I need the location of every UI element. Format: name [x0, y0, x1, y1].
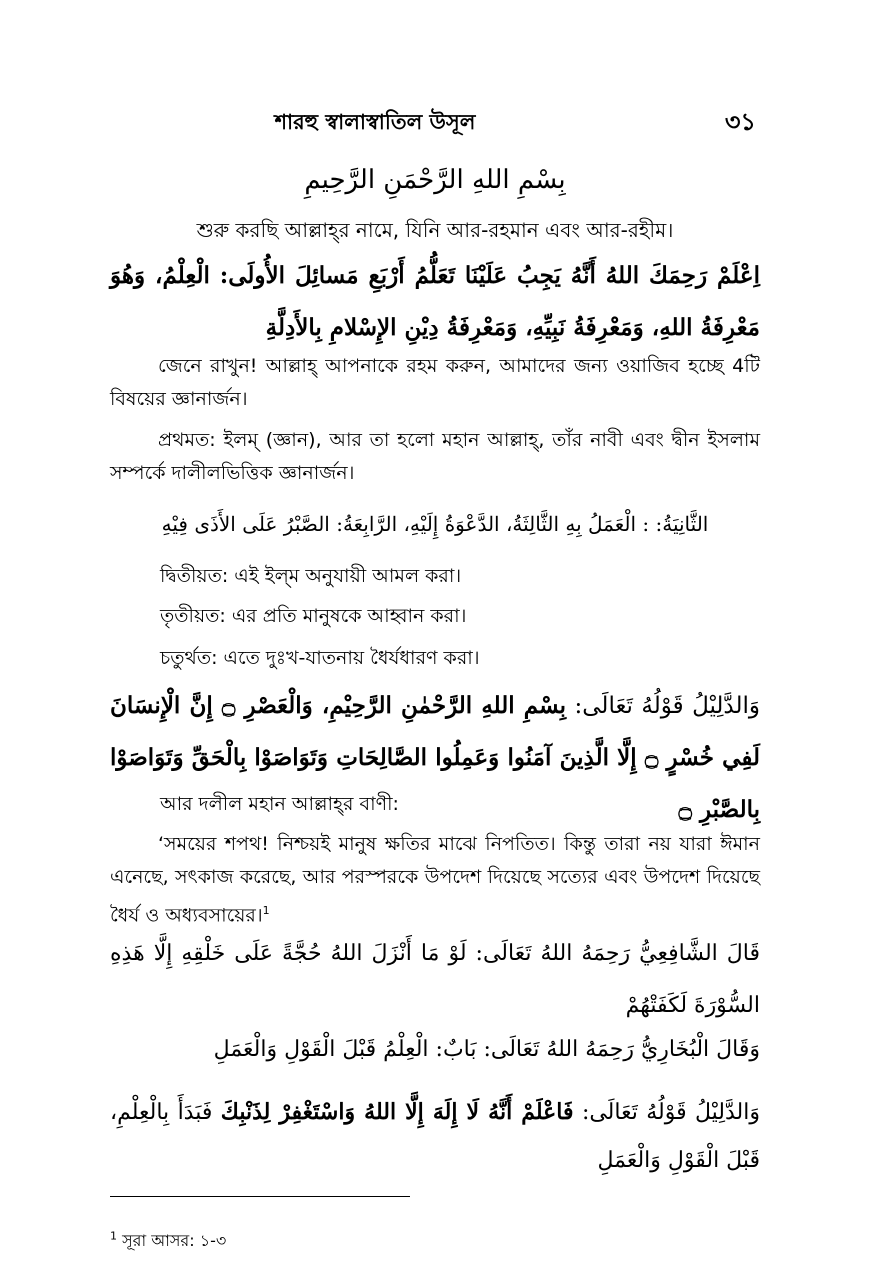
- paragraph-3: আর দলীল মহান আল্লাহ্‌র বাণী:: [160, 793, 399, 815]
- quote-text: ‘সময়ের শপথ! নিশ্চয়ই মানুষ ক্ষতির মাঝে নিপতিত। কিন্তু তারা নয় যারা ঈমান এনেছে, সৎকাজ করেছে, আর পরস্পরকে উপদেশ দিয়েছে সত্যের এবং উপদেশ দিয়েছে ধৈর্য ও অধ্যবসায়ের।: [110, 833, 760, 927]
- footnote-text: সূরা আসর: ১-৩: [122, 1231, 227, 1250]
- footnote: [110, 1228, 226, 1255]
- basmala-arabic: بِسْمِ اللهِ الرَّحْمَنِ الرَّحِيمِ: [304, 165, 566, 195]
- arabic-passage-2: الثَّانِيَةُ: : الْعَمَلُ بِهِ الثَّالِثَةُ، الدَّعْوَةُ إِلَيْهِ، الرَّابِعَةُ: الصَّبْرُ عَلَى الأَذَى فِيْهِ: [161, 512, 709, 536]
- list-item-fourth: চতুর্থত: এতে দুঃখ-যাতনায় ধৈর্যধারণ করা।: [160, 647, 480, 669]
- quran-verse-muhammad: فَاعْلَمْ أَنَّهُ لَا إِلَهَ إِلَّا اللهُ وَاسْتَغْفِرْ لِذَنْبِكَ: [220, 1099, 574, 1125]
- paragraph-1: জেনে রাখুন! আল্লাহ্‌ আপনাকে রহম করুন, আমাদের জন্য ওয়াজিব হচ্ছে 4টি বিষয়ের জ্ঞানার্জন।: [110, 355, 760, 410]
- footnote-ref: 1: [262, 904, 270, 917]
- arabic-passage-4: قَالَ الشَّافِعِيُّ رَحِمَهُ اللهُ تَعَالَى: لَوْ مَا أَنْزَلَ اللهُ حُجَّةً عَلَى خَلْقِهِ إِلَّا هَذِهِ السُّوْرَةَ لَكَفَتْهُمْ: [110, 941, 760, 1018]
- list-item-third: তৃতীয়ত: এর প্রতি মানুষকে আহ্বান করা।: [160, 605, 467, 627]
- footnote-divider: [110, 1196, 410, 1197]
- quran-verse-asr: بِسْمِ اللهِ الرَّحْمٰنِ الرَّحِيْمِ، وَالْعَصْرِ ۝ إِنَّ الْإِنسَانَ لَفِي خُسْرٍ ۝ إِلَّا الَّذِينَ آمَنُوا وَعَمِلُوا الصَّالِحَاتِ وَتَوَاصَوْا بِالْحَقِّ وَتَوَاصَوْا بِالصَّبْرِ ۝: [110, 692, 760, 823]
- arabic-passage-6-rest: فَبَدَأَ بِالْعِلْمِ، قَبْلَ الْقَوْلِ وَالْعَمَلِ: [110, 1100, 760, 1173]
- running-title: শারহু স্বালাস্বাতিল উসূল: [274, 110, 476, 134]
- page-header: [110, 102, 760, 142]
- page-number: ৩১: [724, 108, 756, 136]
- arabic-passage-6: [110, 1088, 760, 1185]
- paragraph-2: প্রথমত: ইলম্‌ (জ্ঞান), আর তা হলো মহান আল্লাহ্‌, তাঁর নাবী এবং দ্বীন ইসলাম সম্পর্কে দালীলভিত্তিক জ্ঞানার্জন।: [110, 429, 760, 484]
- basmala-translation: শুরু করছি আল্লাহ্‌র নামে, যিনি আর-রহমান এবং আর-রহীম।: [196, 218, 674, 242]
- arabic-passage-5: وَقَالَ الْبُخَارِيُّ رَحِمَهُ اللهُ تَعَالَى: بَابٌ: الْعِلْمُ قَبْلَ الْقَوْلِ وَالْعَمَلِ: [213, 1037, 760, 1062]
- evidence-intro-2: وَالدَّلِيْلُ قَوْلُهُ تَعَالَى:: [581, 1100, 761, 1125]
- arabic-passage-1: اِعْلَمْ رَحِمَكَ اللهُ أَنَّهُ يَجِبُ عَلَيْنَا تَعَلُّمُ أَرْبَعِ مَسائِلَ الأُولَى: الْعِلْمُ، وَهُوَ مَعْرِفَةُ اللهِ، وَمَعْرِفَةُ نَبِيِّهِ، وَمَعْرِفَةُ دِيْنِ الإِسْلامِ بِالأَدِلَّةِ: [110, 262, 760, 341]
- list-item-second: দ্বিতীয়ত: এই ইল্‌ম অনুযায়ী আমল করা।: [160, 565, 462, 587]
- quote-translation: [110, 828, 760, 932]
- footnote-number: 1: [110, 1229, 117, 1243]
- evidence-intro: وَالدَّلِيْلُ قَوْلُهُ تَعَالَى:: [574, 693, 761, 719]
